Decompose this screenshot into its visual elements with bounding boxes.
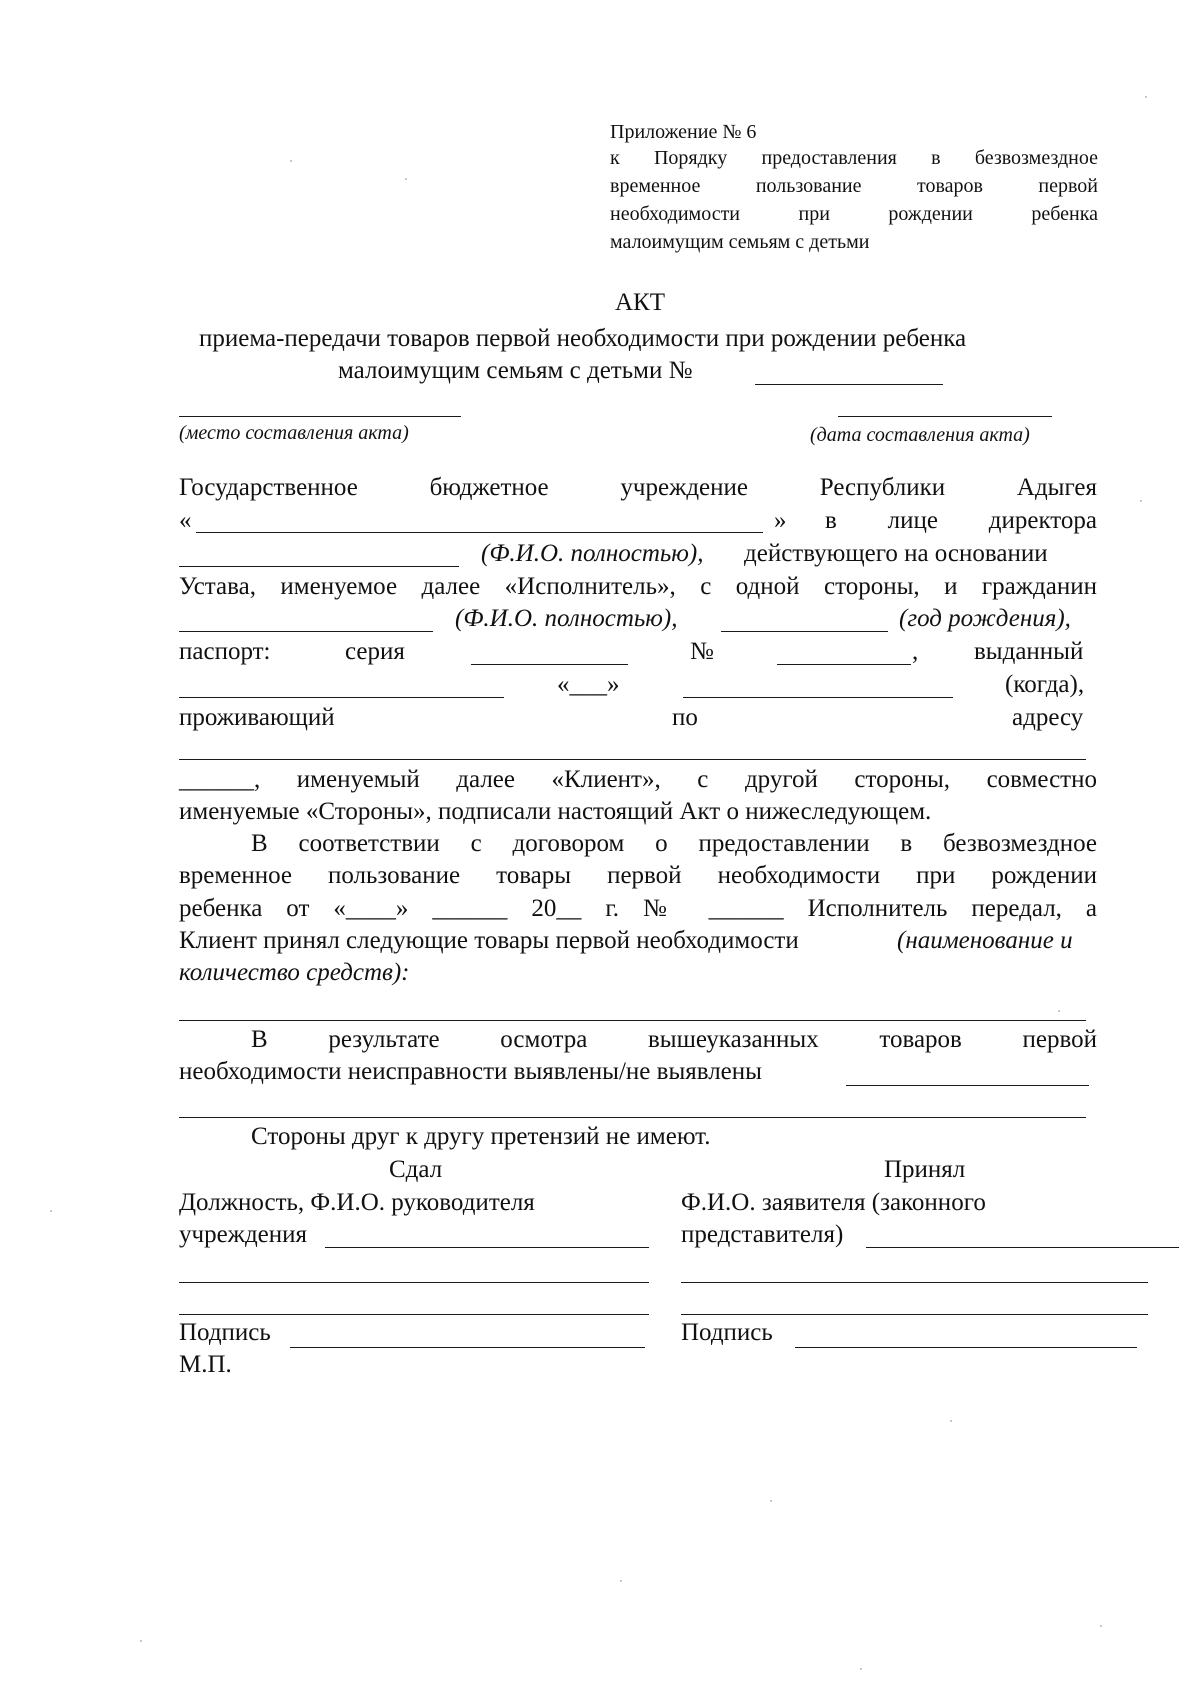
body-text: необходимости неисправности выявлены/не выявлены [179, 1058, 762, 1085]
scan-speck [290, 160, 292, 162]
appendix-line: малоимущим семьям с детьми [610, 231, 870, 253]
body-text: Клиент принял следующие товары первой необходимости [179, 927, 799, 954]
body-text: количество средств): [179, 959, 410, 986]
signature-label: Ф.И.О. заявителя (законного [681, 1189, 986, 1216]
act-subtitle-2: малоимущим семьям с детьми № [338, 357, 693, 384]
act-number-line [755, 384, 943, 385]
scan-speck [1058, 1010, 1060, 1012]
act-subtitle: приема-передачи товаров первой необходимости при рождении ребенка [199, 325, 967, 352]
body-line: В соответствии с договором о предоставлении в безвозмездное [251, 830, 1097, 857]
director-name-line [179, 566, 459, 567]
body-text: « [179, 507, 192, 534]
applicant-name-line [866, 1247, 1179, 1248]
scan-speck [620, 1580, 622, 1582]
seal-label: М.П. [179, 1351, 232, 1378]
body-text: действующего на основании [744, 540, 1048, 567]
body-text: (наименование и [897, 927, 1073, 954]
issued-by-line [179, 697, 504, 698]
passport-series-line [471, 664, 628, 665]
signature-label: представителя) [681, 1221, 844, 1248]
appendix-title: Приложение № 6 [610, 121, 757, 143]
goods-list-line [179, 1020, 1086, 1021]
body-text: в лице директора [825, 507, 1097, 534]
act-title: АКТ [615, 289, 665, 316]
body-text: » [774, 507, 787, 534]
fio-caption: (Ф.И.О. полностью), [481, 540, 704, 567]
scan-speck [950, 1420, 952, 1422]
body-line: временное пользование товары первой необходимости при рождении [179, 862, 1097, 889]
body-text: по [672, 704, 698, 731]
body-text: выданный [974, 638, 1084, 665]
body-text: № [690, 638, 714, 665]
scan-speck [405, 178, 407, 180]
body-line: Стороны друг к другу претензий не имеют. [251, 1123, 711, 1150]
applicant-signature-line [795, 1347, 1137, 1348]
address-line [179, 759, 1086, 760]
head-signature-line [290, 1347, 645, 1348]
date-line [838, 416, 1052, 417]
appendix-line: к Порядку предоставления в безвозмездное [610, 147, 1098, 169]
scan-speck [50, 1210, 52, 1212]
place-line [179, 416, 461, 417]
birth-year-caption: (год рождения), [899, 605, 1071, 632]
body-text: адресу [1012, 704, 1084, 731]
scan-speck [860, 1668, 862, 1670]
signature-label: учреждения [179, 1221, 308, 1248]
body-line: ребенка от «____» ______ 20__ г. № ______ Исполнитель передал, а [179, 895, 1097, 922]
body-line: Государственное бюджетное учреждение Республики Адыгея [179, 474, 1097, 501]
body-text: (когда), [1005, 671, 1085, 698]
fio-caption: (Ф.И.О. полностью), [455, 605, 678, 632]
scan-speck [1140, 500, 1142, 502]
body-line: именуемые «Стороны», подписали настоящий Акт о нижеследующем. [179, 798, 932, 825]
org-name-line [196, 532, 763, 533]
body-text: серия [345, 638, 405, 665]
acceptance-header: Принял [884, 1156, 966, 1183]
signature-label: Должность, Ф.И.О. руководителя [179, 1189, 535, 1216]
body-line: Устава, именуемое далее «Исполнитель», с одной стороны, и гражданин [179, 573, 1097, 600]
body-line: ______, именуемый далее «Клиент», с другой стороны, совместно [179, 766, 1097, 793]
scan-speck [1145, 96, 1147, 98]
appendix-line: временное пользование товаров первой [610, 175, 1098, 197]
body-text: «___» [557, 671, 620, 698]
scan-speck [770, 1500, 772, 1502]
body-line: В результате осмотра вышеуказанных товаров первой [251, 1026, 1097, 1053]
body-text: паспорт: [179, 638, 271, 665]
appendix-line: необходимости при рождении ребенка [610, 203, 1098, 225]
body-text: , [912, 638, 919, 665]
head-name-line-2 [179, 1282, 649, 1283]
place-caption: (место составления акта) [179, 422, 409, 444]
signature-label: Подпись [681, 1319, 773, 1346]
scan-speck [1100, 1625, 1102, 1627]
signature-label: Подпись [179, 1319, 271, 1346]
body-text: проживающий [179, 704, 335, 731]
issue-date-line [683, 697, 953, 698]
head-name-line-3 [179, 1314, 649, 1315]
passport-number-line [777, 664, 911, 665]
defects-line [846, 1085, 1089, 1086]
birth-year-line [721, 631, 888, 632]
applicant-name-line-2 [681, 1282, 1148, 1283]
scan-speck [140, 1640, 142, 1642]
head-name-line [325, 1247, 649, 1248]
handover-header: Сдал [389, 1156, 443, 1183]
date-caption: (дата составления акта) [810, 424, 1030, 446]
citizen-name-line [179, 631, 433, 632]
defects-line-2 [179, 1117, 1086, 1118]
applicant-name-line-3 [681, 1314, 1148, 1315]
